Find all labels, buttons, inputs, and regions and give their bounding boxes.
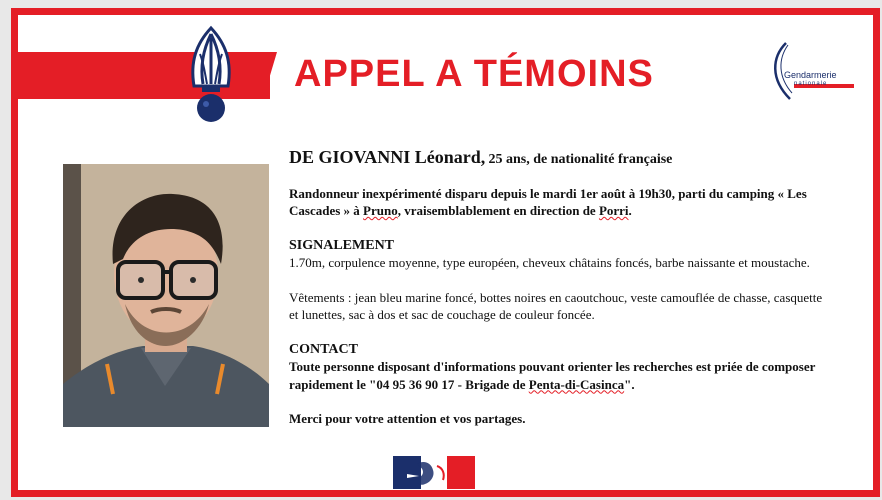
thanks-message: Merci pour votre attention et vos partages. [289,411,526,426]
page-title: APPEL A TÉMOINS [294,53,654,95]
logo-subtitle: nationale [794,81,828,87]
disappearance-summary [289,185,829,220]
person-heading [289,149,829,169]
intro-text-3: . [628,203,632,218]
place-penta-di-casinca: Penta-di-Casinca [528,376,625,392]
signalement-heading: SIGNALEMENT [289,237,395,253]
person-name: DE GIOVANNI Léonard, [289,147,486,167]
place-porri: Porri [598,203,629,218]
main-content [289,149,829,428]
marianne-republic-logo [393,456,475,489]
contact-heading: CONTACT [289,341,358,357]
contact-text-2: ". [624,376,635,392]
physical-description: 1.70m, corpulence moyenne, type européen, cheveux châtains foncés, barbe naissante et moustache. [289,255,810,270]
clothing-description: Vêtements : jean bleu marine foncé, bottes noires en caoutchouc, veste camouflée de chasse, casquette et lunettes, sac à dos et sac de couchage de couleur foncée. [289,289,823,322]
intro-text-1: Randonneur inexpérimenté disparu depuis le mardi 1er août à 19h30, parti du camping « Les Cascades » à [289,185,807,218]
place-pruno: Pruno [363,203,398,218]
contact-text-1: Toute personne disposant d'informations pouvant orienter les recherches est priée de composer rapidement le "04 95 36 90 17 - Brigade de [289,359,816,392]
poster-frame [11,8,880,497]
missing-person-photo [63,164,269,427]
intro-text-2: , vraisemblablement en direction de [397,203,599,218]
contact-instructions [289,358,829,393]
grenade-flame-icon [186,24,236,124]
logo-name: Gendarmerie [784,70,837,80]
header-band-notch [263,52,277,99]
person-age-nationality: 25 ans, de nationalité française [488,152,673,167]
